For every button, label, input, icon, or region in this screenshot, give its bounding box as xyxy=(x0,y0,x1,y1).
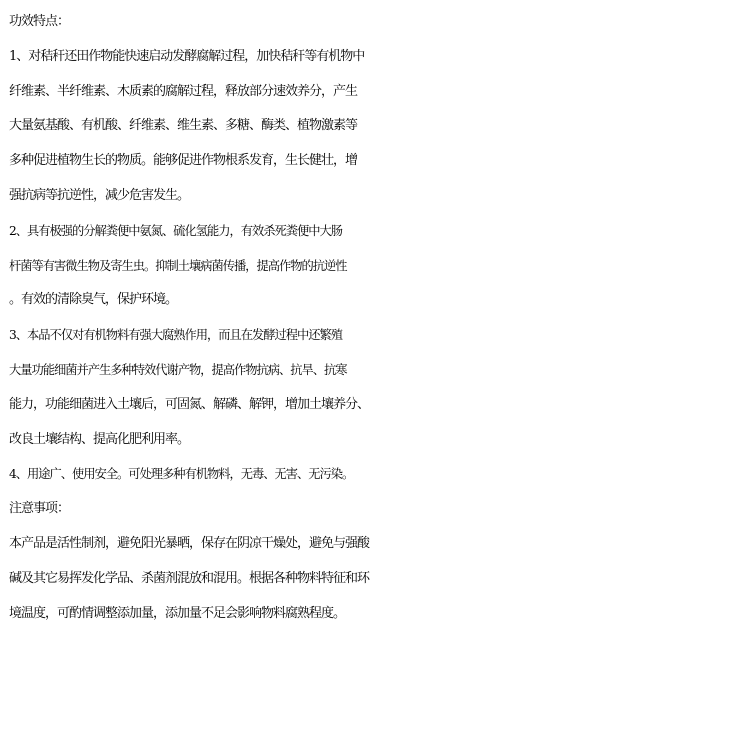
text-line: 杆菌等有害微生物及寄生虫。抑制土壤病菌传播，提高作物的抗逆性 xyxy=(9,258,347,273)
text-line: 碱及其它易挥发化学品、杀菌剂混放和混用。根据各种物料特征和环 xyxy=(9,570,370,586)
text-line: 大量功能细菌并产生多种特效代谢产物，提高作物抗病、抗旱、抗寒 xyxy=(9,362,347,377)
text-line: 本产品是活性制剂，避免阳光暴晒，保存在阴凉干燥处，避免与强酸 xyxy=(9,535,370,551)
document-body xyxy=(9,5,749,631)
text-line: 强抗病等抗逆性，减少危害发生。 xyxy=(9,187,190,203)
heading-features: 功效特点： xyxy=(9,14,70,29)
heading-notes: 注意事项： xyxy=(9,501,70,517)
text-line: 改良土壤结构、提高化肥利用率。 xyxy=(9,431,190,447)
text-line: 能力，功能细菌进入土壤后，可固氮、解磷、解钾，增加土壤养分、 xyxy=(9,396,370,412)
text-line: 境温度，可酌情调整添加量，添加量不足会影响物料腐熟程度。 xyxy=(9,605,346,621)
text-line: 。有效的清除臭气，保护环境。 xyxy=(9,292,178,308)
text-line: 纤维素、半纤维素、木质素的腐解过程，释放部分速效养分，产生 xyxy=(9,83,358,99)
text-line: 多种促进植物生长的物质。能够促进作物根系发育，生长健壮，增 xyxy=(9,153,358,169)
text-line: 3、本品不仅对有机物料有强大腐熟作用，而且在发酵过程中还繁殖 xyxy=(9,328,343,343)
text-line: 2、具有极强的分解粪便中氨氮、硫化氢能力，有效杀死粪便中大肠 xyxy=(9,223,343,238)
text-line: 1、对秸秆还田作物能快速启动发酵腐解过程，加快秸秆等有机物中 xyxy=(9,48,365,64)
text-line: 4、用途广、使用安全。可处理多种有机物料，无毒、无害、无污染。 xyxy=(9,467,354,482)
text-line: 大量氨基酸、有机酸、纤维素、维生素、多糖、酶类、植物激素等 xyxy=(9,118,358,134)
